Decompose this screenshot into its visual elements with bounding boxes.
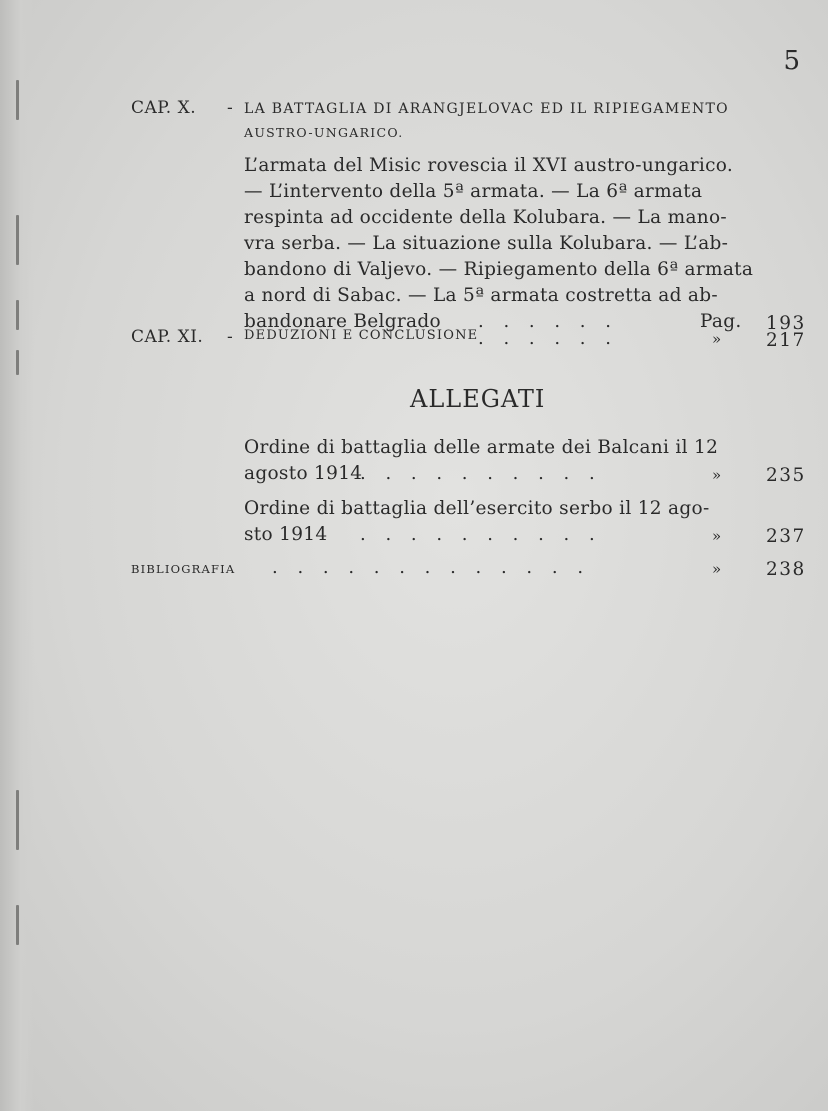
- chapter-x-dot-leader: . . . . . .: [478, 311, 611, 332]
- bibliografia-dot-leader: . . . . . . . . . . . . .: [272, 557, 584, 578]
- chapter-x-title-line1: LA BATTAGLIA DI ARANGJELOVAC ED IL RIPIEGAMENTO: [244, 101, 729, 117]
- allegato-entry-line2: sto 1914: [244, 524, 328, 545]
- edge-mark: [16, 80, 19, 120]
- bibliografia-label: BIBLIOGRAFIA: [131, 562, 236, 576]
- allegato-page-number: 235: [766, 465, 806, 486]
- allegati-heading: ALLEGATI: [410, 385, 546, 413]
- chapter-x-label: CAP. X.: [131, 98, 197, 118]
- chapter-xi-page-number: 217: [766, 330, 806, 351]
- chapter-x-page-label: Pag.: [700, 311, 742, 332]
- chapter-x-summary-line: bandono di Valjevo. — Ripiegamento della 6ª armata: [244, 259, 754, 280]
- chapter-xi-ditto-mark: »: [712, 330, 722, 348]
- chapter-x-summary-line: L’armata del Misic rovescia il XVI austro-ungarico.: [244, 155, 734, 176]
- allegato-ditto-mark: »: [712, 466, 722, 484]
- chapter-xi-dash: -: [227, 327, 234, 347]
- chapter-x-summary-line: bandonare Belgrado: [244, 311, 441, 332]
- allegato-entry-line2: agosto 1914: [244, 463, 363, 484]
- chapter-x-summary-line: vra serba. — La situazione sulla Kolubara. — L’ab-: [244, 233, 729, 254]
- bibliografia-page-number: 238: [766, 559, 806, 580]
- allegato-entry-line1: Ordine di battaglia dell’esercito serbo il 12 ago-: [244, 498, 710, 519]
- allegato-entry-line1: Ordine di battaglia delle armate dei Balcani il 12: [244, 437, 719, 458]
- edge-mark: [16, 350, 19, 375]
- allegato-dot-leader: . . . . . . . . . .: [360, 524, 595, 545]
- chapter-xi-title: DEDUZIONI E CONCLUSIONE: [244, 328, 479, 343]
- chapter-x-summary-line: a nord di Sabac. — La 5ª armata costretta ad ab-: [244, 285, 718, 306]
- chapter-xi-dot-leader: . . . . . .: [478, 328, 611, 349]
- edge-mark: [16, 215, 19, 265]
- chapter-x-title-line2: AUSTRO-UNGARICO.: [244, 125, 404, 140]
- bibliografia-ditto-mark: »: [712, 560, 722, 578]
- chapter-x-page-number: 193: [766, 313, 806, 334]
- edge-mark: [16, 905, 19, 945]
- edge-mark: [16, 300, 19, 330]
- chapter-xi-label: CAP. XI.: [131, 327, 204, 347]
- chapter-x-summary-line: respinta ad occidente della Kolubara. — La mano-: [244, 207, 727, 228]
- chapter-x-dash: -: [227, 98, 234, 118]
- chapter-x-summary-line: — L’intervento della 5ª armata. — La 6ª armata: [244, 181, 703, 202]
- allegato-page-number: 237: [766, 526, 806, 547]
- allegato-dot-leader: . . . . . . . . . .: [360, 463, 595, 484]
- edge-mark: [16, 790, 19, 850]
- page-number: 5: [783, 46, 800, 76]
- allegato-ditto-mark: »: [712, 527, 722, 545]
